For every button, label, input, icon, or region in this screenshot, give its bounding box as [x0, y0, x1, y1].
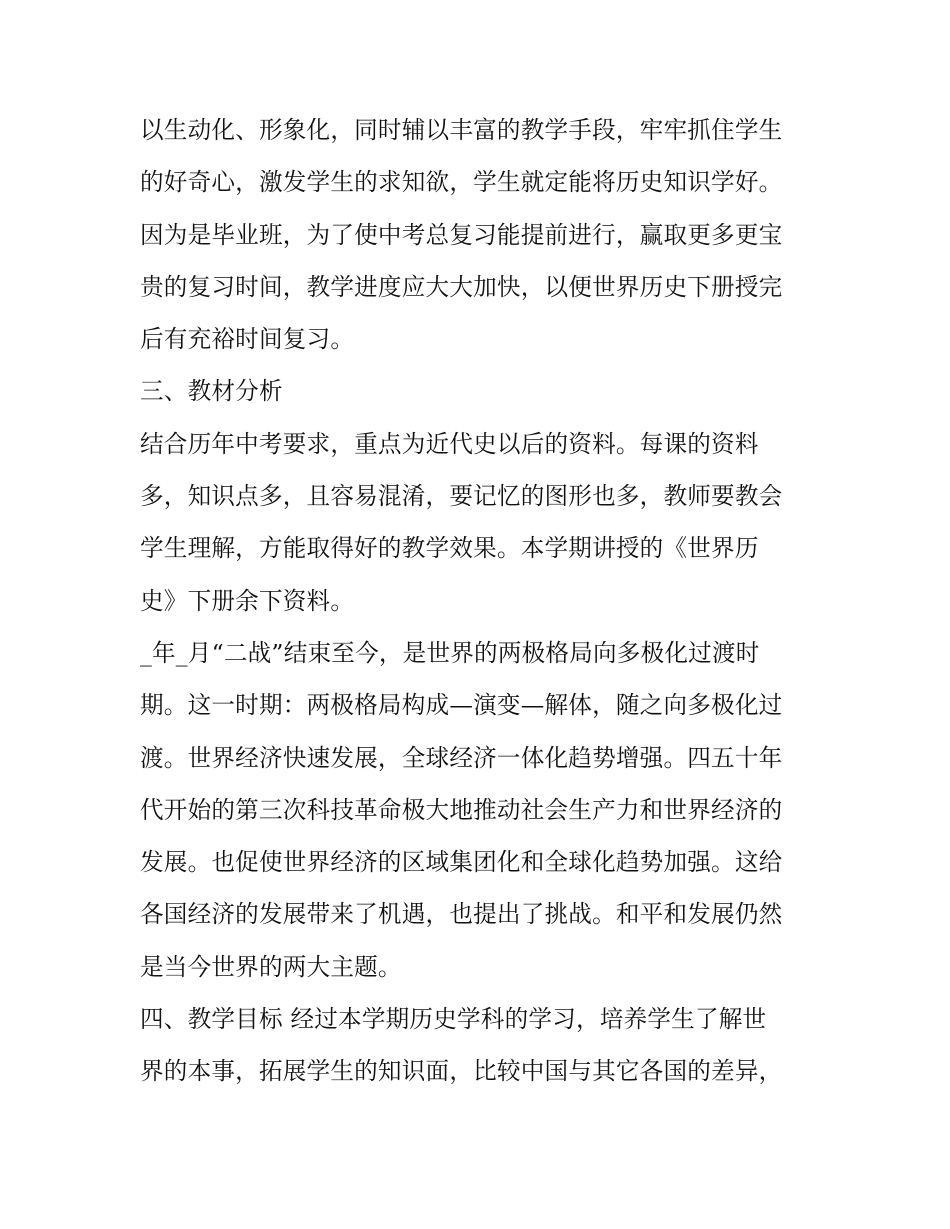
text-line: 多，知识点多，且容易混淆，要记忆的图形也多，教师要教会 — [140, 482, 783, 511]
section-heading: 三、教材分析 — [140, 377, 283, 406]
text-line: 以生动化、形象化，同时辅以丰富的教学手段，牢牢抓住学生 — [140, 116, 783, 144]
text-line: 学生理解，方能取得好的教学效果。本学期讲授的《世界历 — [140, 534, 759, 563]
text-line: 后有充裕时间复习。 — [140, 325, 355, 354]
text-line: 史》下册余下资料。 — [140, 586, 355, 615]
text-line: _年_月“二战”结束至今，是世界的两极格局向多极化过渡时 — [140, 638, 760, 667]
section-heading: 四、教学目标 经过本学期历史学科的学习，培养学生了解世 — [140, 1005, 767, 1034]
text-line: 期。这一时期：两极格局构成—演变—解体，随之向多极化过 — [140, 691, 783, 720]
document-body — [140, 108, 820, 1102]
text-line: 发展。也促使世界经济的区域集团化和全球化趋势加强。这给 — [140, 848, 783, 877]
text-line: 各国经济的发展带来了机遇，也提出了挑战。和平和发展仍然 — [140, 900, 783, 929]
text-line: 的好奇心，激发学生的求知欲，学生就定能将历史知识学好。 — [140, 168, 783, 197]
text-line: 因为是毕业班，为了使中考总复习能提前进行，赢取更多更宝 — [140, 220, 783, 249]
text-line: 渡。世界经济快速发展，全球经济一体化趋势增强。四五十年 — [140, 743, 783, 772]
text-line: 界的本事，拓展学生的知识面，比较中国与其它各国的差异， — [140, 1057, 783, 1086]
text-line: 代开始的第三次科技革命极大地推动社会生产力和世界经济的 — [140, 795, 783, 824]
text-line: 是当今世界的两大主题。 — [140, 952, 402, 981]
text-line: 结合历年中考要求，重点为近代史以后的资料。每课的资料 — [140, 429, 759, 458]
text-line: 贵的复习时间，教学进度应大大加快，以便世界历史下册授完 — [140, 272, 783, 301]
